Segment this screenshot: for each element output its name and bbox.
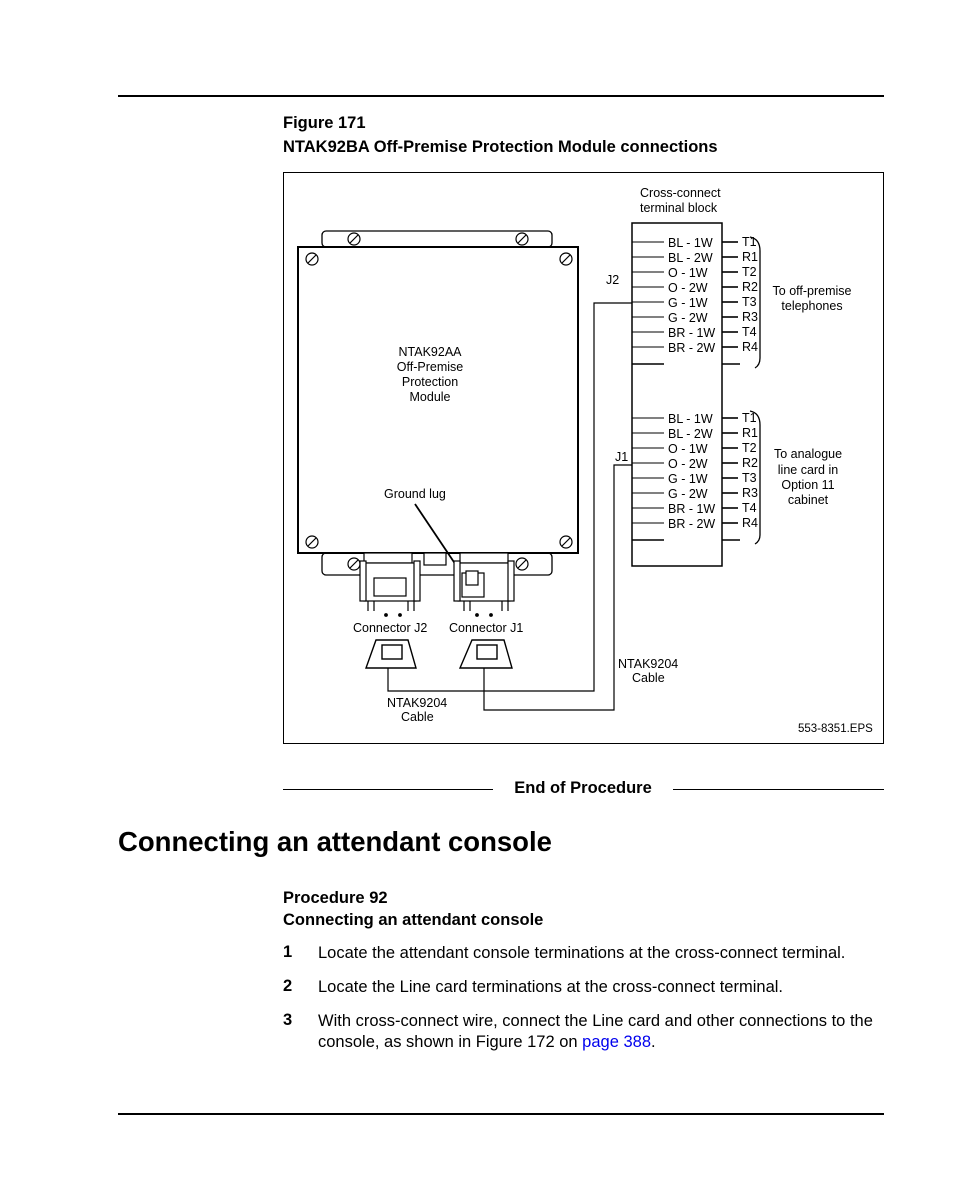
tip-ring-label: T3 [742,471,757,485]
tip-ring-label: T4 [742,501,757,515]
step-text: Locate the attendant console terminations at the cross-connect terminal. [318,944,846,962]
wire-color-label: O - 1W [668,266,708,280]
connector-j2 [360,553,420,616]
wire-color-label: G - 1W [668,472,708,486]
step-number: 3 [283,1011,293,1029]
step-text-body: With cross-connect wire, connect the Line card and other connections to the console, as shown in Figure 172 on [318,1012,873,1051]
top-rule [118,95,884,97]
step-number: 2 [283,977,293,995]
wire-color-label: G - 2W [668,487,708,501]
cable-left-label-line1: NTAK9204 [387,696,448,710]
bottom-rule [118,1113,884,1115]
figure-title: NTAK92BA Off-Premise Protection Module connections [283,138,718,156]
step-number: 1 [283,943,293,961]
lower-destination-line3: Option 11 [781,478,835,492]
wire-color-label: BR - 2W [668,517,716,531]
end-rule-right [673,789,884,790]
tip-ring-label: T1 [742,411,757,425]
section-title: Connecting an attendant console [118,826,552,857]
wire-color-label: O - 1W [668,442,708,456]
figure-diagram [283,172,884,744]
wire-color-label: BR - 1W [668,502,716,516]
module-label-line1: NTAK92AA [398,345,462,359]
tip-ring-label: R2 [742,280,758,294]
wire-color-label: BR - 1W [668,326,716,340]
wire-color-label: G - 1W [668,296,708,310]
j2-label: J2 [606,273,620,287]
terminal-block-title-line2: terminal block [640,201,718,215]
tip-ring-label: R3 [742,310,758,324]
connector-j1 [454,553,514,616]
module-label-line3: Protection [401,375,459,389]
ground-lug-label: Ground lug [384,487,446,501]
file-id: 553-8351.EPS [798,723,873,735]
connection-diagram [284,173,885,745]
tip-ring-label: R4 [742,340,758,354]
cable-left-label-line2: Cable [401,710,434,724]
upper-destination-line2: telephones [781,299,843,313]
lower-destination-line4: cabinet [787,493,829,507]
tip-ring-label: T2 [742,441,757,455]
tip-ring-label: R3 [742,486,758,500]
wire-color-label: BL - 1W [668,412,713,426]
cable-right-label-line2: Cable [632,671,665,685]
tip-ring-label: T4 [742,325,757,339]
wire-color-label: BL - 1W [668,236,713,250]
tip-ring-label: T2 [742,265,757,279]
page-link[interactable]: page 388 [582,1033,651,1051]
wire-color-label: BL - 2W [668,427,713,441]
tip-ring-label: R2 [742,456,758,470]
step-text-end: . [651,1033,656,1051]
step-text [318,1011,888,1053]
cable-plug-icons [366,640,512,668]
lower-destination-line1: To analogue [773,447,843,461]
end-of-procedure: End of Procedure [514,779,652,797]
figure-number: Figure 171 [283,114,366,132]
end-rule-left [283,789,493,790]
tip-ring-label: R1 [742,250,758,264]
connector-j2-label: Connector J2 [353,621,428,635]
terminal-block-title-line1: Cross-connect [640,186,721,200]
tip-ring-label: T3 [742,295,757,309]
procedure-title: Connecting an attendant console [283,911,544,929]
j1-label: J1 [615,450,629,464]
connector-j1-label: Connector J1 [449,621,524,635]
module-label-line4: Module [409,390,451,404]
lower-destination-line2: line card in [777,463,839,477]
tip-ring-label: R1 [742,426,758,440]
wire-color-label: O - 2W [668,457,708,471]
wire-color-label: G - 2W [668,311,708,325]
wire-color-label: BR - 2W [668,341,716,355]
module-label-line2: Off-Premise [396,360,464,374]
tip-ring-label: R4 [742,516,758,530]
tip-ring-label: T1 [742,235,757,249]
procedure-number: Procedure 92 [283,889,388,907]
cable-right-label-line1: NTAK9204 [618,657,679,671]
step-text: Locate the Line card terminations at the cross-connect terminal. [318,978,783,996]
wire-color-label: O - 2W [668,281,708,295]
wire-color-label: BL - 2W [668,251,713,265]
upper-destination-line1: To off-premise [772,284,852,298]
